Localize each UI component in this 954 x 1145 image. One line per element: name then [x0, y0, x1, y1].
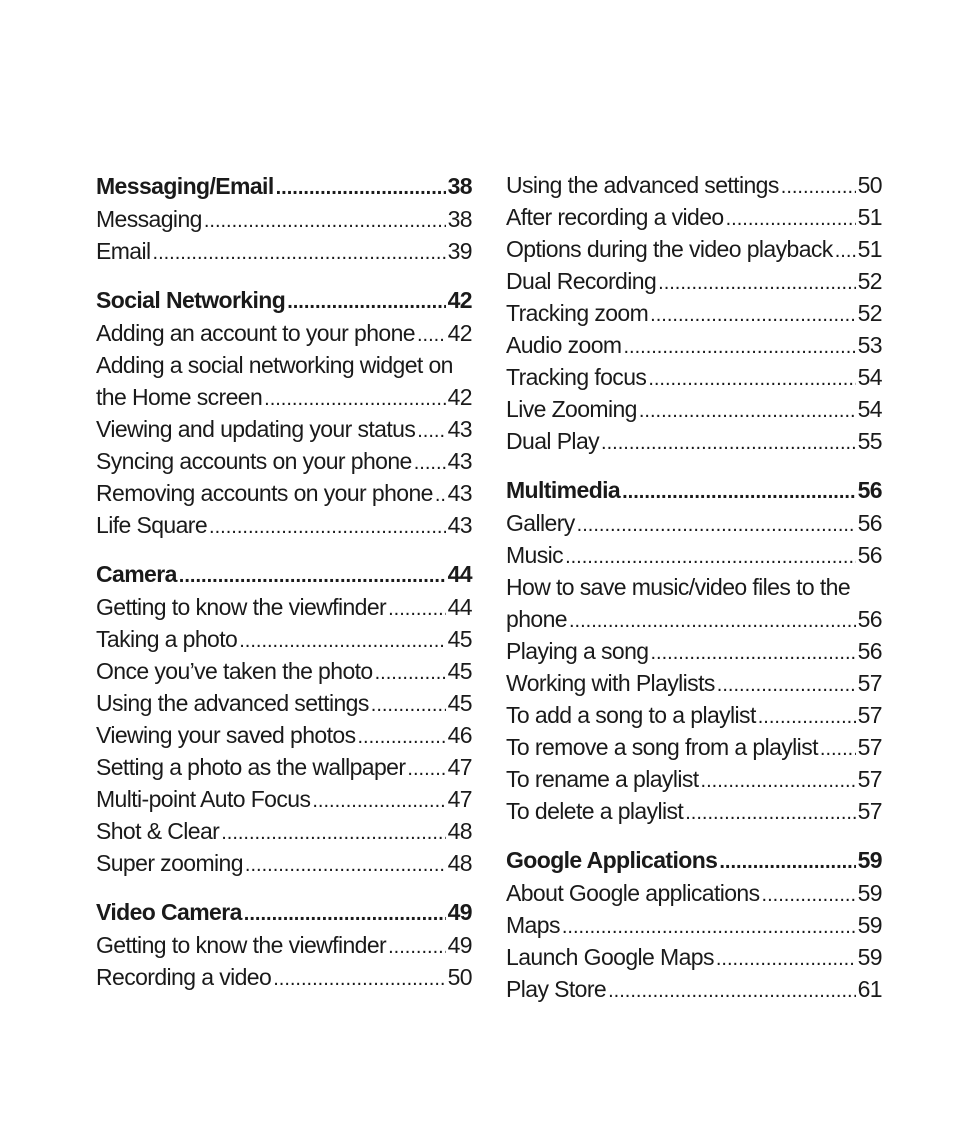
dot-leader: [717, 669, 856, 701]
toc-entry-title: Taking a photo: [96, 626, 238, 652]
dot-leader: [565, 541, 856, 573]
toc-entry-title: Tracking focus: [506, 364, 647, 390]
dot-leader: [276, 171, 446, 205]
toc-page-number: 51: [857, 204, 882, 230]
dot-leader: [650, 637, 855, 669]
toc-page-number: 57: [857, 702, 882, 728]
toc-page-number: 48: [447, 818, 472, 844]
toc-entry: [506, 265, 882, 297]
toc-entry-title: Play Store: [506, 976, 607, 1002]
dot-leader: [639, 395, 856, 427]
dot-leader: [650, 299, 855, 331]
toc-entry-title: Using the advanced settings: [96, 690, 369, 716]
toc-section-heading: [96, 557, 472, 591]
toc-page-number: 50: [447, 964, 472, 990]
dot-leader: [658, 267, 855, 299]
dot-leader: [417, 415, 445, 447]
dot-leader: [569, 605, 856, 637]
dot-leader: [264, 383, 445, 415]
toc-entry: [96, 655, 472, 687]
toc-page-number: 42: [447, 320, 472, 346]
dot-leader: [726, 203, 856, 235]
toc-entry-title: Adding an account to your phone: [96, 320, 415, 346]
toc-entry-title: Viewing your saved photos: [96, 722, 356, 748]
toc-column-left: [96, 169, 472, 993]
toc-entry: [96, 783, 472, 815]
toc-page-number: 46: [447, 722, 472, 748]
dot-leader: [388, 931, 446, 963]
toc-entry-title: Shot & Clear: [96, 818, 220, 844]
toc-page-number: 51: [857, 236, 882, 262]
toc-page-number: 43: [447, 480, 472, 506]
toc-entry-title: To add a song to a playlist: [506, 702, 756, 728]
toc-entry: [96, 687, 472, 719]
toc-section-heading: [96, 169, 472, 203]
dot-leader: [239, 625, 445, 657]
toc-entry-title: Recording a video: [96, 964, 272, 990]
toc-entry-title: Working with Playlists: [506, 670, 715, 696]
toc-page-number: 38: [447, 206, 472, 232]
toc-entry: [506, 297, 882, 329]
toc-entry-title: Adding a social networking widget on: [96, 352, 453, 378]
toc-entry-title: Playing a song: [506, 638, 649, 664]
toc-entry-title: Removing accounts on your phone: [96, 480, 433, 506]
toc-page-number: 56: [857, 606, 882, 632]
toc-entry: [506, 571, 882, 603]
toc-entry-title: To rename a playlist: [506, 766, 699, 792]
dot-leader: [357, 721, 445, 753]
toc-page-number: 44: [447, 594, 472, 620]
toc-entry: [506, 201, 882, 233]
toc-entry-title: the Home screen: [96, 384, 263, 410]
dot-leader: [577, 509, 856, 541]
toc-entry-title: Music: [506, 542, 564, 568]
toc-page-number: 54: [857, 396, 882, 422]
toc-entry: [506, 763, 882, 795]
toc-section-heading: [96, 895, 472, 929]
dot-leader: [820, 733, 856, 765]
toc-entry: [96, 477, 472, 509]
toc-section-heading: [506, 473, 882, 507]
toc-entry: [96, 317, 472, 349]
toc-entry: [96, 509, 472, 541]
toc-entry: [506, 941, 882, 973]
dot-leader: [221, 817, 445, 849]
toc-page-number: 56: [857, 510, 882, 536]
toc-page-number: 45: [447, 658, 472, 684]
toc-entry: [96, 235, 472, 267]
toc-entry: [506, 393, 882, 425]
toc-entry: [96, 203, 472, 235]
toc-page-number: 48: [447, 850, 472, 876]
toc-page-number: 39: [447, 238, 472, 264]
dot-leader: [244, 897, 446, 931]
dot-leader: [762, 879, 856, 911]
dot-leader: [623, 331, 855, 363]
toc-entry-title: Options during the video playback: [506, 236, 833, 262]
toc-page-number: 59: [857, 880, 882, 906]
toc-entry-title: Viewing and updating your status: [96, 416, 416, 442]
toc-entry-title: Getting to know the viewfinder: [96, 594, 387, 620]
toc-entry-title: Multimedia: [506, 477, 621, 503]
toc-column-right: [506, 169, 882, 1005]
toc-page-number: 49: [447, 932, 472, 958]
toc-page-number: 55: [857, 428, 882, 454]
toc-entry-title: Life Square: [96, 512, 208, 538]
toc-entry: [96, 751, 472, 783]
toc-entry-title: Super zooming: [96, 850, 243, 876]
toc-entry-title: To remove a song from a playlist: [506, 734, 818, 760]
toc-page-number: 59: [857, 847, 882, 873]
dot-leader: [701, 765, 856, 797]
toc-entry-title: Video Camera: [96, 899, 242, 925]
dot-leader: [601, 427, 856, 459]
dot-leader: [781, 171, 856, 203]
dot-leader: [758, 701, 856, 733]
toc-page-number: 44: [447, 561, 472, 587]
toc-entry: [96, 847, 472, 879]
dot-leader: [204, 205, 446, 237]
toc-entry-title: Launch Google Maps: [506, 944, 714, 970]
dot-leader: [648, 363, 855, 395]
toc-page-number: 59: [857, 944, 882, 970]
toc-entry: [506, 169, 882, 201]
toc-entry: [506, 877, 882, 909]
toc-entry: [96, 381, 472, 413]
dot-leader: [179, 559, 446, 593]
toc-entry: [506, 795, 882, 827]
toc-entry: [506, 329, 882, 361]
toc-page-number: 43: [447, 416, 472, 442]
toc-entry-title: Multi-point Auto Focus: [96, 786, 311, 812]
toc-entry: [506, 233, 882, 265]
dot-leader: [435, 479, 446, 511]
toc-entry: [506, 603, 882, 635]
toc-entry-title: To delete a playlist: [506, 798, 684, 824]
dot-leader: [375, 657, 446, 689]
toc-entry: [96, 929, 472, 961]
dot-leader: [209, 511, 446, 543]
toc-entry-title: Dual Play: [506, 428, 600, 454]
toc-entry-title: Audio zoom: [506, 332, 622, 358]
dot-leader: [685, 797, 855, 829]
toc-page-number: 57: [857, 670, 882, 696]
toc-page-number: 50: [857, 172, 882, 198]
toc-section-heading: [506, 843, 882, 877]
toc-page-number: 47: [447, 754, 472, 780]
toc-page-number: 56: [857, 638, 882, 664]
dot-leader: [417, 319, 446, 351]
toc-entry: [506, 731, 882, 763]
toc-page-number: 61: [857, 976, 882, 1002]
toc-entry: [506, 667, 882, 699]
toc-entry: [506, 507, 882, 539]
dot-leader: [835, 235, 856, 267]
dot-leader: [716, 943, 856, 975]
toc-page-number: 53: [857, 332, 882, 358]
toc-page-number: 43: [447, 512, 472, 538]
dot-leader: [153, 237, 446, 269]
toc-entry-title: Email: [96, 238, 151, 264]
toc-page-number: 57: [857, 734, 882, 760]
toc-page-number: 59: [857, 912, 882, 938]
toc-page-number: 38: [447, 173, 472, 199]
toc-page-number: 52: [857, 300, 882, 326]
dot-leader: [608, 975, 856, 1007]
dot-leader: [622, 475, 855, 509]
toc-entry: [96, 623, 472, 655]
toc-entry-title: Dual Recording: [506, 268, 657, 294]
toc-entry: [96, 591, 472, 623]
toc-page-number: 45: [447, 690, 472, 716]
toc-entry-title: Using the advanced settings: [506, 172, 779, 198]
toc-page-number: 45: [447, 626, 472, 652]
toc-entry-title: About Google applications: [506, 880, 760, 906]
toc-entry: [506, 909, 882, 941]
dot-leader: [371, 689, 446, 721]
toc-entry-title: Once you’ve taken the photo: [96, 658, 373, 684]
toc-entry: [506, 973, 882, 1005]
toc-page-number: 56: [857, 477, 882, 503]
toc-entry: [96, 961, 472, 993]
toc-entry-title: Google Applications: [506, 847, 718, 873]
toc-page-number: 54: [857, 364, 882, 390]
toc-entry-title: Maps: [506, 912, 560, 938]
toc-page-number: 52: [857, 268, 882, 294]
dot-leader: [388, 593, 446, 625]
dot-leader: [273, 963, 445, 995]
dot-leader: [312, 785, 445, 817]
toc-entry-title: Messaging: [96, 206, 202, 232]
toc-entry-title: Camera: [96, 561, 177, 587]
toc-entry-title: Tracking zoom: [506, 300, 649, 326]
toc-entry: [506, 425, 882, 457]
dot-leader: [414, 447, 446, 479]
dot-leader: [719, 845, 855, 879]
toc-page-number: 57: [857, 766, 882, 792]
toc-page-number: 47: [447, 786, 472, 812]
toc-page-number: 43: [447, 448, 472, 474]
toc-entry: [96, 349, 472, 381]
toc-page-number: 57: [857, 798, 882, 824]
dot-leader: [245, 849, 446, 881]
toc-entry: [96, 815, 472, 847]
toc-entry: [96, 413, 472, 445]
toc-entry-title: Social Networking: [96, 287, 286, 313]
toc-entry: [506, 361, 882, 393]
toc-entry-title: Live Zooming: [506, 396, 637, 422]
toc-entry-title: Setting a photo as the wallpaper: [96, 754, 406, 780]
toc-entry: [96, 445, 472, 477]
toc-section-heading: [96, 283, 472, 317]
toc-entry-title: Getting to know the viewfinder: [96, 932, 387, 958]
dot-leader: [287, 285, 445, 319]
dot-leader: [562, 911, 856, 943]
toc-entry: [506, 635, 882, 667]
toc-entry-title: After recording a video: [506, 204, 724, 230]
toc-entry-title: Messaging/Email: [96, 173, 274, 199]
toc-page-number: 42: [447, 287, 472, 313]
toc-entry-title: Syncing accounts on your phone: [96, 448, 412, 474]
toc-entry-title: How to save music/video files to the: [506, 574, 851, 600]
toc-entry-title: phone: [506, 606, 567, 632]
toc-entry: [506, 539, 882, 571]
toc-page-number: 56: [857, 542, 882, 568]
toc-page-number: 42: [447, 384, 472, 410]
toc-entry: [506, 699, 882, 731]
toc-entry: [96, 719, 472, 751]
toc-page-number: 49: [447, 899, 472, 925]
dot-leader: [407, 753, 445, 785]
toc-entry-title: Gallery: [506, 510, 575, 536]
